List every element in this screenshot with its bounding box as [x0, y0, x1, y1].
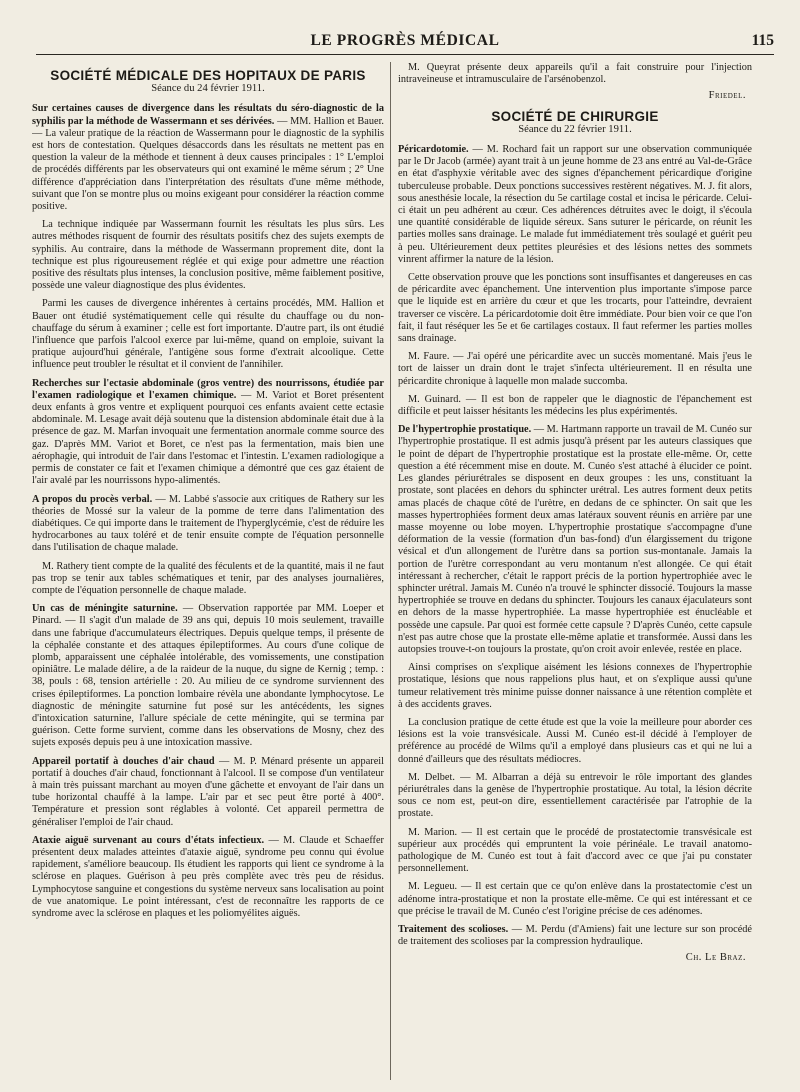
article-prostatic-hypertrophy — [398, 424, 752, 656]
section-date-chirurgie: Séance du 22 février 1911. — [518, 123, 632, 135]
paragraph: M. Legueu. — Il est certain que ce qu'on enlève dans la prostatectomie c'est un adénome intra-prostatique et non la prostate elle-même. Ce qui est intéressant et ce que précise le travail de M. Cunéo c'est l'origine précise de ces adénomes. — [398, 881, 752, 917]
paragraph: M. Faure. — J'ai opéré une péricardite avec un succès momentané. Mais j'eus le tort de laisser un drain dont le trajet s'infecta ultérieurement. Il en résulta une péricardite chronique à laquelle mon malade succomba. — [398, 351, 752, 387]
article-body: — M. Claude et Schaeffer présentent deux malades atteintes d'ataxie aiguë, syndrome peu connu qui évolue rapidement, s'améliore beaucoup. Ils étudient les rapports qui lient ce syndrome à la sclérose en plaques. Guérison à peu près complète avec très peu de résidus. Lymphocytose sanguine et congestions du système nerveux sans localisation au point de vue anatomique. Le point intéressant, c'est de reconnaître les rapports de ce syndrome avec la sclérose en plaques et les poliomyélites aiguës. — [32, 834, 384, 919]
article-body: — M. P. Ménard présente un appareil portatif à douches d'air chaud, fonctionnant à l'alcool. Il se compose d'un ventilateur à main très puissant marchant au moyen d'une gâchette et envoyant de l'air dans un tube horizontal chauffé à la lampe. L'air par et sec peut être porté à 400°. Température et pression sont réglables à volonté. Cet appareil permettra de généraliser l'emploi de l'air chaud. — [32, 755, 384, 828]
section-title-hopitaux: SOCIÉTÉ MÉDICALE DES HOPITAUX DE PARIS — [50, 68, 366, 83]
article-body: — MM. Hallion et Bauer. — La valeur pratique de la réaction de Wassermann pour le diagnostic de la syphilis est hors de contestation. Quelques désaccords dans les résultats ne mettent pas en question la valeur de la méthode et tiennent à deux causes principales : 1° L'emploi de procédés différents par les observateurs qui ont examiné le même sérum ; 2° Une différence d'appréciation dans l'interprétation des résultats d'une même méthode, suivant que l'on se montre plus ou moins exigeant pour considérer la réaction comme positive. — [32, 115, 384, 213]
column-divider — [390, 62, 391, 1080]
article-body: — M. Perdu (d'Amiens) fait une lecture sur son procédé de traitement des scolioses par la compression hydraulique. — [398, 924, 752, 948]
article-pericardotomy — [398, 144, 752, 266]
article-heading: Recherches sur l'ectasie abdominale (gros ventre) des nourrissons, étudiée par l'examen radiologique et l'examen chimique. — [32, 377, 384, 401]
left-column — [32, 62, 384, 1086]
paragraph: Parmi les causes de divergence inhérentes à certains procédés, MM. Hallion et Bauer ont étudié systématiquement celle qui résulte du chauffage ou du non-chauffage du sérum à examiner ; celle est fort importante. D'autre part, ils ont étudié l'influence que parfois l'alcool exerce par lui-même, quand on emploie, suivant la pratique aujourd'hui générale, l'antigène sous forme d'extrait alcoolique. Cette influence peut troubler le résultat et il convient de l'annihiler. — [32, 298, 384, 371]
article-heading: Appareil portatif à douches d'air chaud — [32, 755, 215, 767]
article-heading: Traitement des scolioses. — [398, 924, 509, 935]
article-proces-verbal — [32, 494, 384, 555]
article-heading: Ataxie aiguë survenant au cours d'états infectieux. — [32, 834, 265, 846]
author-signature: Ch. Le Braz. — [685, 952, 746, 964]
paragraph: Ainsi comprises on s'explique aisément les lésions connexes de l'hypertrophie prostatique, lésions que nous rappelions plus haut, et on s'explique aussi qu'une tumeur relativement très minime puisse donner naissance à une rétention complète et à des accidents graves. — [398, 662, 752, 710]
journal-title: LE PROGRÈS MÉDICAL — [310, 32, 500, 49]
paragraph: M. Rathery tient compte de la qualité des féculents et de la quantité, mais il ne faut pas trop se tenir aux tables schématiques et tenir, par des analyses journalières, compte de l'équation personnelle de chaque malade. — [32, 560, 384, 596]
paragraph: M. Queyrat présente deux appareils qu'il a fait construire pour l'injection intraveineuse et intramusculaire de l'arsénobenzol. — [398, 62, 752, 86]
article-scoliosis — [398, 924, 752, 948]
article-body: — M. Variot et Boret présentent deux enfants à gros ventre et expliquent pourquoi ces enfants avaient cette ectasie abdominale. M. Lesage avait déjà soutenu que la distension abdominale était due à la présence de gaz. M. Marfan invoquait une fermentation anormale comme source des gaz. D'après MM. Variot et Boret, ce n'est pas la fermentation, mais bien une aérophagie, qui introduit de l'air dans l'estomac et l'intestin. L'examen radiologique a permis de constater ce fait et l'examen chimique a démontré que ces gaz étaient de l'air avalé par les nourrissons hypo-alimentés. — [32, 389, 384, 487]
article-body: — Observation rapportée par MM. Loeper et Pinard. — Il s'agit d'un malade de 39 ans qui, depuis 10 mois seulement, travaille dans une fabrique d'accumulateurs électriques. Depuis quelque temps, il présente de la céphalée constante et des attaques épileptiformes. Au cours d'une colique de plomb, apparaissent une céphalée intolérable, des vomissements, une constipation opiniâtre. Le malade délire, a de la raideur de la nuque, du signe de Kernig ; temp. : 38, pouls : 68, tension artérielle : 20. Au milieu de ce syndrome surviennent des crises épileptiformes. La ponction lombaire révèla une abondante lymphocytose. Le diagnostic de méningite saturnine fut posé sur les antécédents, les signes d'intoxication saturnine, l'allure spéciale de cette méningite, qui se termina par guérison. Cette forme survient, comme dans les observations de Mosny, chez des sujets exposés depuis peu à une intoxication massive. — [32, 603, 384, 749]
article-body: — M. Rochard fait un rapport sur une observation communiquée par le Dr Jacob (armée) ayant trait à un jeune homme de 23 ans entré au Val-de-Grâce en état d'asphyxie véritable avec des signes d'épanchement péricardique d'origine tuberculeuse probable. Deux ponctions successives restèrent négatives. M. J. fit alors, sous anesthésie locale, la résection du 5e cartilage costal et incisa le péricarde. Celui-ci était un peu adhérent au cœur. Ces adhérences détruites avec le doigt, il s'écoula une quantité considérable de liquide séreux. Sans suturer le péricarde, on réunit les parties molles sans drainage. Le malade fut immédiatement très soulagé et guérit peu à peu. Ultérieurement deux pettites pleurésies et des lésions nettes des sommets vinrent affirmer la nature de la lésion. — [398, 144, 752, 265]
article-body: — M. Hartmann rapporte un travail de M. Cunéo sur l'hypertrophie prostatique. Il est admis jusqu'à présent par les auteurs classiques que le point de départ de l'hypertrophie prostatique est la prostate elle-même. Or, cette question a été récemment mise en doute. M. Cunéo s'est attaché à élucider ce point. Les glandes périurétrales se disposent en deux groupes : les uns, constituant la prostate, sont placées en dehors du sphincter urétral. Les autres forment deux petits amas placés de chaque côté de l'urètre, en dedans de ce sphincter. On sait que les masses hypertrophiées forment deux amas latéraux souvent réunis en arrière par une masse moyenne ou lobe moyen. L'hypertrophie prostatique s'accompagne d'une déformation de la vessie (formation d'un bas-fond) d'un élargissement du trigone vésical et d'un allongement de l'urètre dans sa portion sus-montanale. Jamais la portion de l'urètre correspondant au veru montanum n'est allongée. Ce qui était intéressant à rechercher, c'était le rapport précis de la portion hypertrophiée avec le sphincter urétral. Jamais M. Cunéo n'a trouvé le sphincter dissocié. Toujours la masse hypertrophiée se trouve en dedans du sphincter. Toujours les canaux éjaculateurs sont en dehors de la masse hypertrophiée. La masse hypertrophiée est énucléable et possède une capsule. Par quoi est formée cette capsule ? D'après Cunéo, cette capsule n'est pas autre chose que la prostate elle-même aplatie et transformée. Aussi dans les autopsies trouve-t-on toujours la prostate, qu'on croit avoir enlevée, restée en place. — [398, 424, 752, 655]
article-syphilis-diagnosis — [32, 103, 384, 213]
paragraph: La conclusion pratique de cette étude est que la voie la meilleure pour aborder ces lésions est la voie transvésicale. Aussi M. Cunéo est-il décidé à l'employer de préférence au procédé de Wilms qu'il a employé dans plusieurs cas et qui ne lui a donné d'ailleurs que des résultats médiocres. — [398, 716, 752, 765]
article-saturnine-meningitis — [32, 603, 384, 749]
author-signature: Friedel. — [708, 90, 746, 102]
paragraph: M. Marion. — Il est certain que le procédé de prostatectomie transvésicale est supérieur aux procédés qui empruntent la voie périnéale. Le travail anatomo-pathologique de M. Cunéo est tout à fait d'accord avec ce que j'ai pu constater personnellement. — [398, 826, 752, 875]
right-column — [398, 62, 752, 1086]
paragraph: M. Guinard. — Il est bon de rappeler que le diagnostic de l'épanchement est difficile et peut laisser hésitants les médecins les plus expérimentés. — [398, 393, 752, 418]
article-heading: Péricardotomie. — [398, 144, 469, 156]
page-number: 115 — [751, 32, 774, 49]
article-abdominal-ectasia — [32, 378, 384, 488]
article-heading: A propos du procès verbal. — [32, 493, 153, 505]
page-header — [36, 26, 774, 55]
article-hot-air-device — [32, 756, 384, 829]
paragraph: La technique indiquée par Wassermann fournit les résultats les plus sûrs. Les autres méthodes risquent de fournir des résultats positifs chez des sujets exempts de syphilis. Au contraire, dans la méthode de Wassermann proprement dite, dont la technique est plus rigoureusement réglée et qui exige pour admettre une réaction positive des résultats plus intenses, la conclusion positive, même faiblement positive, possède une valeur diagnostique des plus évidentes. — [32, 219, 384, 292]
article-heading: De l'hypertrophie prostatique. — [398, 424, 532, 436]
article-body: — M. Labbé s'associe aux critiques de Rathery sur les théories de Mossé sur la valeur de la pomme de terre dans l'alimentation des diabétiques. Ce qui importe dans le traitement de l'hyperglycémie, c'est de réduire les hydrocarbones au taux toléré et de tenir ensuite compte de l'équation personnelle dans l'utilisation de chaque malade. — [32, 493, 384, 554]
article-heading: Un cas de méningite saturnine. — [32, 603, 178, 615]
article-acute-ataxia — [32, 835, 384, 920]
paragraph: M. Delbet. — M. Albarran a déjà su entrevoir le rôle important des glandes périurétrales dans la genèse de l'hypertrophie prostatique. Au total, la lésion décrite sous ce nom est, peut-on dire, essentiellement caractérisée par l'atrophie de la prostate. — [398, 771, 752, 820]
section-date-hopitaux: Séance du 24 février 1911. — [151, 83, 265, 95]
article-heading: Sur certaines causes de divergence dans les résultats du séro-diagnostic de la syphilis par la méthode de Wassermann et ses dérivées. — [32, 103, 384, 127]
paragraph: Cette observation prouve que les ponctions sont insuffisantes et dangereuses en cas de péricardite avec épanchement. Une intervention plus importante s'impose parce que le liquide est en arrière du cœur et que les trocarts, pour l'atteindre, devraient traverser ce viscère. La péricardotomie doit être immédiate. Pour bien voir ce que l'on fait, il faut réséquer les 5e et 6e cartilages costaux. Il faut refermer les parties molles sans drainage. — [398, 272, 752, 345]
section-title-chirurgie: SOCIÉTÉ DE CHIRURGIE — [491, 108, 659, 124]
